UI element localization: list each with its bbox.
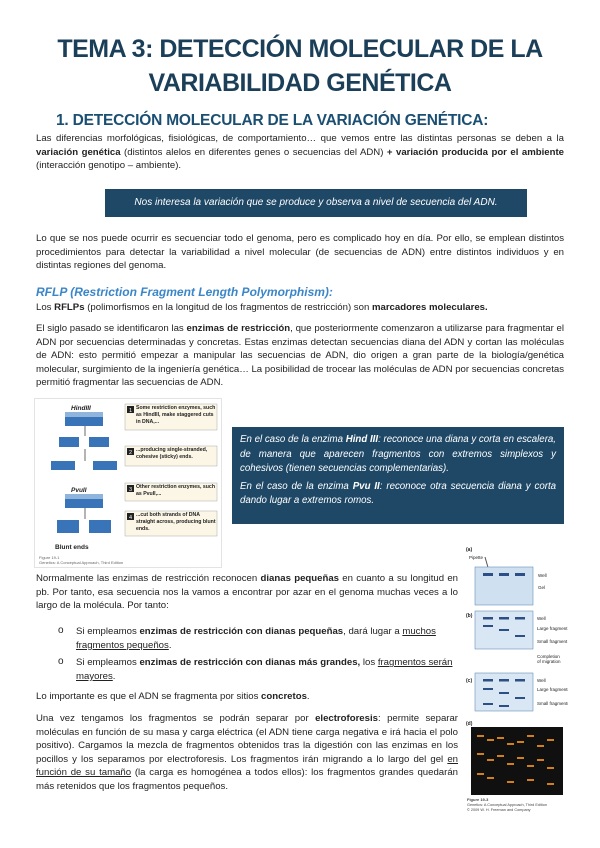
step-1-text: Some restriction enzymes, such as HindIII, make staggered cuts in DNA,... [136,405,216,425]
section-heading: 1. DETECCIÓN MOLECULAR DE LA VARIACIÓN GENÉTICA: [56,112,489,129]
svg-text:2: 2 [129,450,133,456]
svg-text:© 2009 W. H. Freeman and Compa: © 2009 W. H. Freeman and Company [467,808,531,812]
highlight-box: Nos interesa la variación que se produce y observa a nivel de secuencia del ADN. [105,189,527,217]
step-3-text: Other restriction enzymes, such as PvuII,... [136,484,215,497]
callout-hindiii: En el caso de la enzima Hind III: reconoce una diana y corta en escalera, de manera que aparecen fragmentos con extremos simplexos y cohesivos (tienen secuencias complementarias). [240,434,556,475]
genome-paragraph: Lo que se nos puede ocurrir es secuenciar todo el genoma, pero es complicado hoy en día. Por ello, se emplean distintos procedimientos para detectar la variabilidad a nivel molecular (de secuencias de ADN) entre distintos individuos y en distintas regiones del genoma. [36,233,564,272]
svg-text:Genetics: A Conceptual Approac: Genetics: A Conceptual Approach, Third Edition [467,803,547,807]
svg-text:(d): (d) [466,721,473,727]
dianas-paragraph: Normalmente las enzimas de restricción reconocen dianas pequeñas en cuanto a su longitud en pb. Por tanto, esa secuencia nos la vamos a encontrar por azar en el genoma muchas veces a lo largo de la molécula. Por tanto: [36,573,459,612]
svg-text:Small fragments: Small fragments [537,701,568,706]
svg-text:of migration: of migration [537,659,561,664]
page-title [30,32,570,100]
restriction-enzyme-figure [34,398,222,568]
rflp-subheading: RFLP (Restriction Fragment Length Polymorphism): [36,285,333,299]
svg-text:Large fragment: Large fragment [537,626,568,631]
step-2-text: ...producing single-stranded, cohesive (sticky) ends. [136,447,208,460]
svg-text:Figure 19-3: Figure 19-3 [467,797,489,802]
svg-text:Pipette: Pipette [469,555,484,560]
rflp-paragraph: Los RFLPs (polimorfismos en la longitud de los fragmentos de restricción) son marcadores moleculares. [36,302,488,313]
svg-text:Gel: Gel [538,585,546,590]
svg-text:Large fragments: Large fragments [537,687,568,692]
concretos-paragraph: Lo importante es que el ADN se fragmenta por sitios concretos. [36,691,310,702]
callout-pvuii: En el caso de la enzima Pvu II: reconoce otra secuencia diana y corta dando lugar a extremos romos. [240,480,557,507]
title-line-1: TEMA 3: DETECCIÓN MOLECULAR DE LA [57,35,543,63]
electrophoresis-diagram [465,545,568,815]
pvuii-label: PvuII [71,487,87,494]
intro-paragraph: Las diferencias morfológicas, fisiológicas, de comportamiento… que vemos entre las distintas personas se deben a la variación genética (distintos alelos en diferentes genes o secuencias del ADN) + variación producida por el ambiente (interacción genotipo – ambiente). [36,133,565,172]
restriction-enzyme-diagram [35,399,223,569]
list-item: o Si empleamos enzimas de restricción con dianas más grandes, los fragmentos serán mayores. [58,656,468,683]
svg-text:(a): (a) [466,547,473,553]
electrophoresis-figure [465,545,568,815]
svg-text:4: 4 [129,515,133,521]
list-item: o Si empleamos enzimas de restricción con dianas pequeñas, dará lugar a muchos fragmentos pequeños. [58,625,468,652]
svg-text:3: 3 [129,487,133,493]
svg-text:(c): (c) [466,678,473,684]
svg-text:1: 1 [129,408,133,414]
svg-text:Well: Well [538,573,547,578]
svg-text:Small fragment: Small fragment [537,639,568,644]
svg-text:(b): (b) [466,613,473,619]
svg-text:Completion: Completion [537,654,560,659]
enzymes-paragraph: El siglo pasado se identificaron las enzimas de restricción, que posteriormente comenzaron a utilizarse para fragmentar el ADN por secuencias determinadas y concretas. Estas enzimas detectan secuencias diana del ADN y cortan las moléculas de ADN: esto permitió empezar a manipular las secuencias de ADN, dio origen a gran parte de la biología/genética molecular, surgimiento de la ingeniería genética… La posibilidad de trocear las moléculas de ADN por secuencias concretas permitió fragmentar las secuencias de ADN. [36,323,564,389]
dianas-list [58,625,468,687]
hindiii-label: HindIII [71,405,91,412]
title-line-2: VARIABILIDAD GENÉTICA [148,69,452,97]
figure1-credit-1: Figure 19-1 [39,555,60,560]
step-4-text: ...cut both strands of DNA straight across, producing blunt ends. [136,512,216,532]
figure1-credit-2: Genetics: A Conceptual Approach, Third Edition [39,560,124,565]
enzyme-callout [232,427,564,524]
svg-text:Well: Well [537,678,546,683]
electroforesis-paragraph: Una vez tengamos los fragmentos se podrán separar por electroforesis: permite separar moléculas en función de su masa y carga eléctrica (el ADN tiene carga negativa e irá hacia el polo positivo). Cargamos la mezcla de fragmentos obtenidos tras la digestión con las enzimas en los pocillos y los separamos por electroforesis. Los fragmentos irán migrando a lo largo del gel en función de su tamaño (la carga es homogénea a todos ellos): los fragmentos grandes quedarán más retenidos que los fragmentos pequeños. [36,713,458,793]
svg-text:Well: Well [537,616,546,621]
blunt-ends-label: Blunt ends [55,544,89,551]
